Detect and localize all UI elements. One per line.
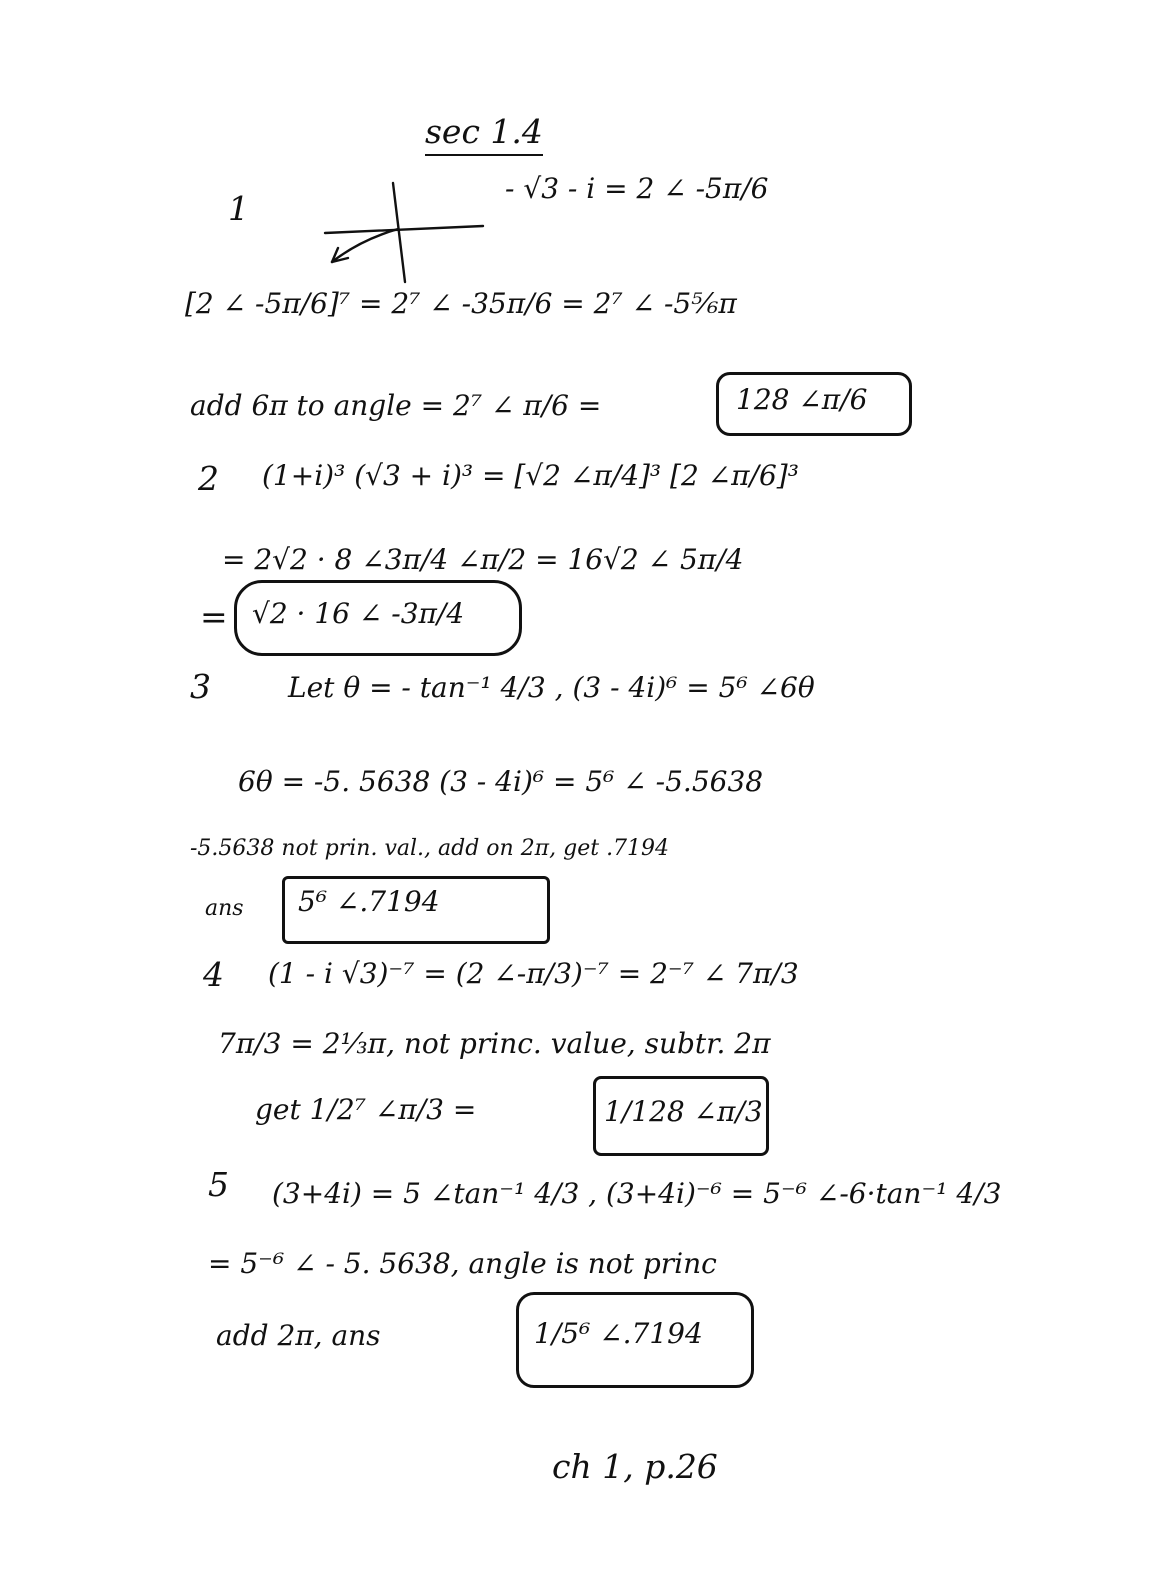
problem-3-line-3: -5.5638 not prin. val., add on 2π, get .7194: [190, 836, 670, 861]
problem-3-line-4: ans: [205, 896, 244, 921]
problem-1-line-3: add 6π to angle = 2⁷ ∠ π/6 =: [190, 389, 602, 422]
problem-5-line-2: = 5⁻⁶ ∠ - 5. 5638, angle is not princ: [208, 1247, 717, 1280]
problem-4-answer: 1/128 ∠π/3: [604, 1095, 763, 1128]
problem-4-line-2: 7π/3 = 2⅓π, not princ. value, subtr. 2π: [218, 1027, 771, 1060]
problem-1-number: 1: [228, 189, 249, 228]
problem-2-line-3: =: [200, 597, 228, 636]
problem-3-line-2: 6θ = -5. 5638 (3 - 4i)⁶ = 5⁶ ∠ -5.5638: [238, 765, 764, 798]
problem-4-number: 4: [203, 955, 224, 994]
problem-1-line-1: - √3 - i = 2 ∠ -5π/6: [505, 172, 769, 205]
problem-5-answer: 1/5⁶ ∠.7194: [534, 1317, 703, 1350]
problem-2-line-2: = 2√2 · 8 ∠3π/4 ∠π/2 = 16√2 ∠ 5π/4: [222, 543, 744, 576]
section-title: sec 1.4: [425, 115, 543, 156]
problem-4-line-1: (1 - i √3)⁻⁷ = (2 ∠-π/3)⁻⁷ = 2⁻⁷ ∠ 7π/3: [268, 957, 799, 990]
problem-1-answer: 128 ∠π/6: [736, 383, 868, 416]
problem-5-line-3: add 2π, ans: [216, 1319, 381, 1352]
problem-3-number: 3: [190, 667, 211, 706]
problem-2-answer: √2 · 16 ∠ -3π/4: [252, 597, 465, 630]
page-reference: ch 1, p.26: [552, 1447, 718, 1486]
problem-5-number: 5: [208, 1165, 229, 1204]
problem-5-line-1: (3+4i) = 5 ∠tan⁻¹ 4/3 , (3+4i)⁻⁶ = 5⁻⁶ ∠-6·tan⁻¹ 4/3: [272, 1177, 1002, 1210]
problem-3-line-1: Let θ = - tan⁻¹ 4/3 , (3 - 4i)⁶ = 5⁶ ∠6θ: [288, 671, 815, 704]
problem-4-line-3: get 1/2⁷ ∠π/3 =: [255, 1093, 477, 1126]
problem-2-number: 2: [198, 459, 219, 498]
problem-2-line-1: (1+i)³ (√3 + i)³ = [√2 ∠π/4]³ [2 ∠π/6]³: [262, 459, 799, 492]
problem-3-answer: 5⁶ ∠.7194: [298, 885, 440, 918]
problem-1-line-2: [2 ∠ -5π/6]⁷ = 2⁷ ∠ -35π/6 = 2⁷ ∠ -5⅚π: [185, 287, 737, 320]
